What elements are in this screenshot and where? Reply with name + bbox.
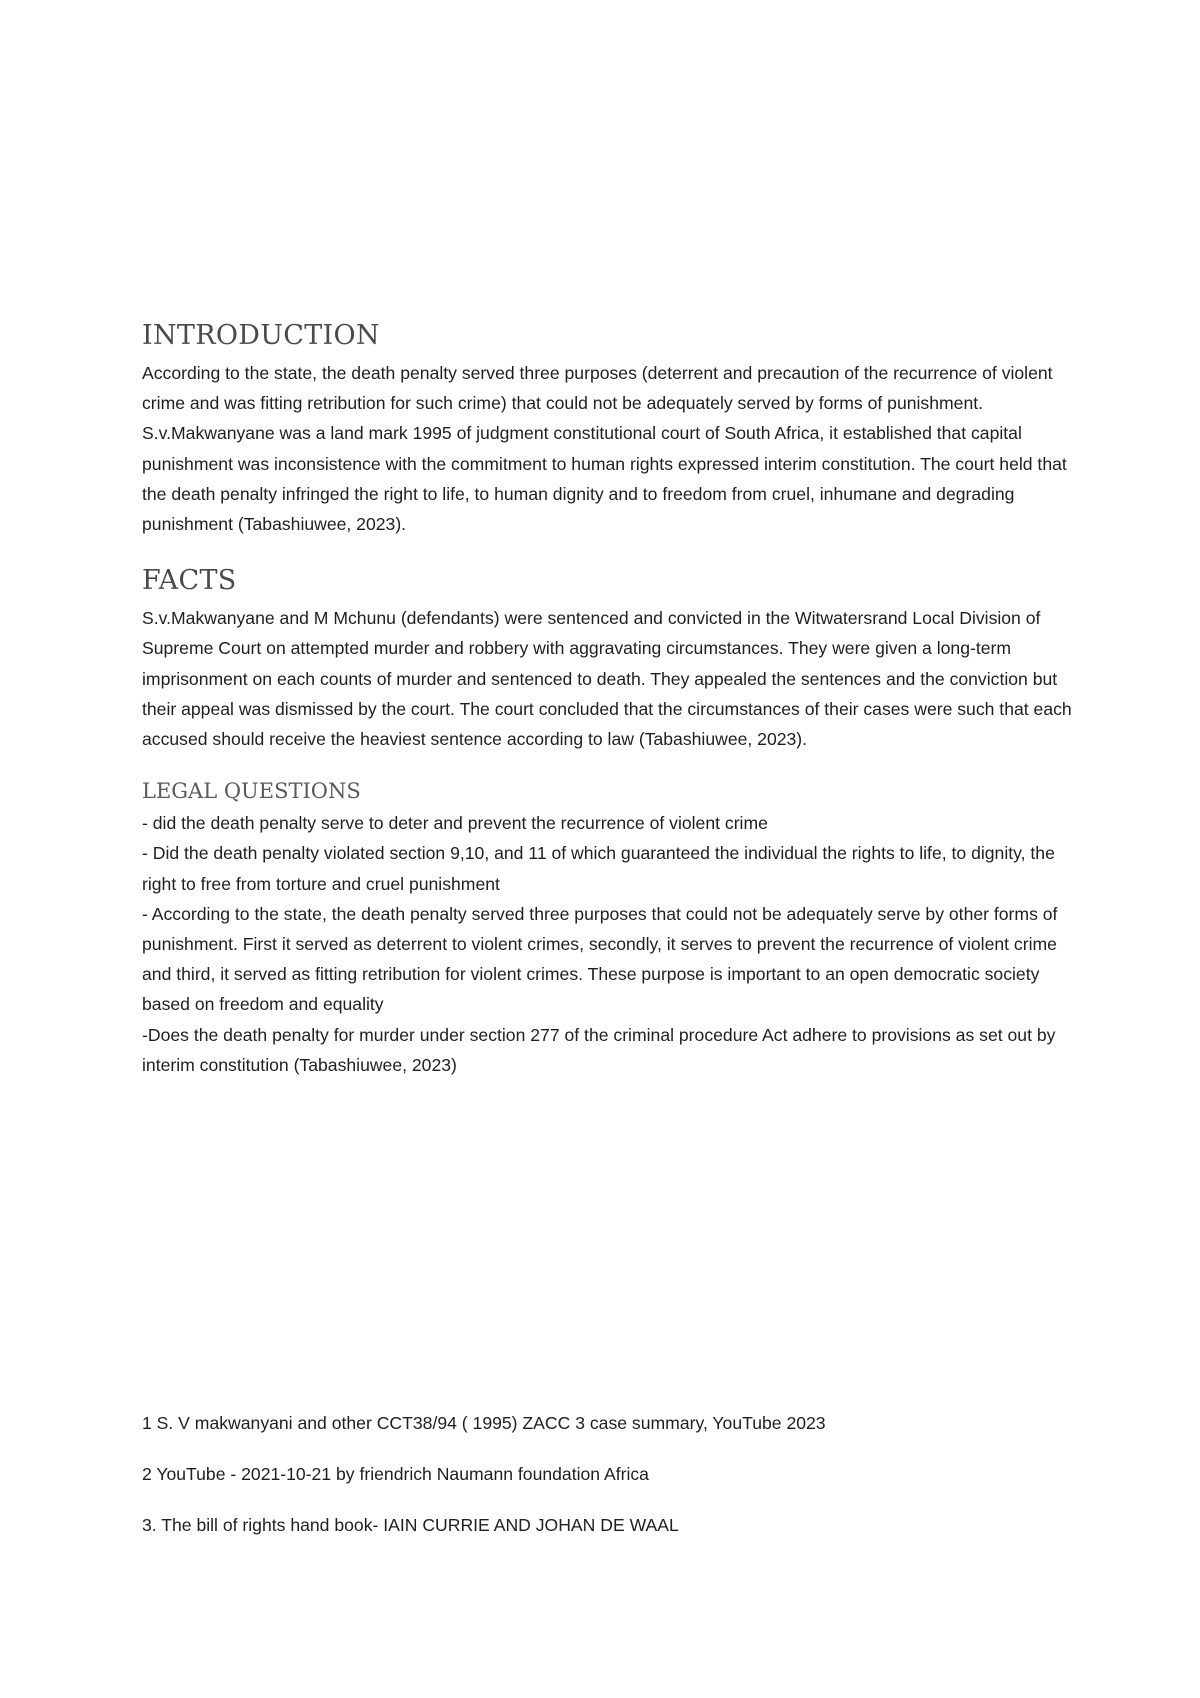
legal-question-item: -Does the death penalty for murder under section 277 of the criminal procedure Act adhere to provisions as set out by interim constitution (Tabashiuwee, 2023) bbox=[142, 1024, 1056, 1075]
legal-questions-heading: LEGAL QUESTIONS bbox=[142, 779, 361, 804]
introduction-section bbox=[142, 318, 1082, 539]
document-body bbox=[142, 318, 1082, 1080]
legal-questions-section bbox=[142, 776, 1082, 1080]
introduction-paragraph: According to the state, the death penalty served three purposes (deterrent and precaution of the recurrence of violent crime and was fitting retribution for such crime) that could not be adequately served by forms of punishment. S.v.Makwanyane was a land mark 1995 of judgment constitutional court of South Africa, it established that capital punishment was inconsistence with the commitment to human rights expressed interim constitution. The court held that the death penalty infringed the right to life, to human dignity and to freedom from cruel, inhumane and degrading punishment (Tabashiuwee, 2023). bbox=[142, 363, 1067, 535]
footnote-item: 2 YouTube - 2021-10-21 by friendrich Naumann foundation Africa bbox=[142, 1464, 649, 1485]
footnotes bbox=[142, 1408, 1082, 1562]
legal-question-item: - According to the state, the death penalty served three purposes that could not be adequately serve by other forms of punishment. First it served as deterrent to violent crimes, secondly, it serves to prevent the recurrence of violent crime and third, it served as fitting retribution for violent crimes. These purpose is important to an open democratic society based on freedom and equality bbox=[142, 903, 1058, 1015]
footnote-item: 1 S. V makwanyani and other CCT38/94 ( 1995) ZACC 3 case summary, YouTube 2023 bbox=[142, 1413, 826, 1433]
facts-heading: FACTS bbox=[142, 565, 237, 597]
facts-paragraph: S.v.Makwanyane and M Mchunu (defendants) were sentenced and convicted in the Witwatersrand Local Division of Supreme Court on attempted murder and robbery with aggravating circumstances. They were given a long-term imprisonment on each counts of murder and sentenced to death. They appealed the sentences and the conviction but their appeal was dismissed by the court. The court concluded that the circumstances of their cases were such that each accused should receive the heaviest sentence according to law (Tabashiuwee, 2023). bbox=[142, 608, 1072, 750]
footnote-item: 3. The bill of rights hand book- IAIN CURRIE AND JOHAN DE WAAL bbox=[142, 1515, 679, 1536]
legal-question-item: - did the death penalty serve to deter and prevent the recurrence of violent crime bbox=[142, 813, 768, 834]
introduction-heading: INTRODUCTION bbox=[142, 320, 380, 351]
facts-section bbox=[142, 563, 1082, 754]
legal-question-item: - Did the death penalty violated section 9,10, and 11 of which guaranteed the individual the rights to life, to dignity, the right to free from torture and cruel punishment bbox=[142, 843, 1055, 894]
